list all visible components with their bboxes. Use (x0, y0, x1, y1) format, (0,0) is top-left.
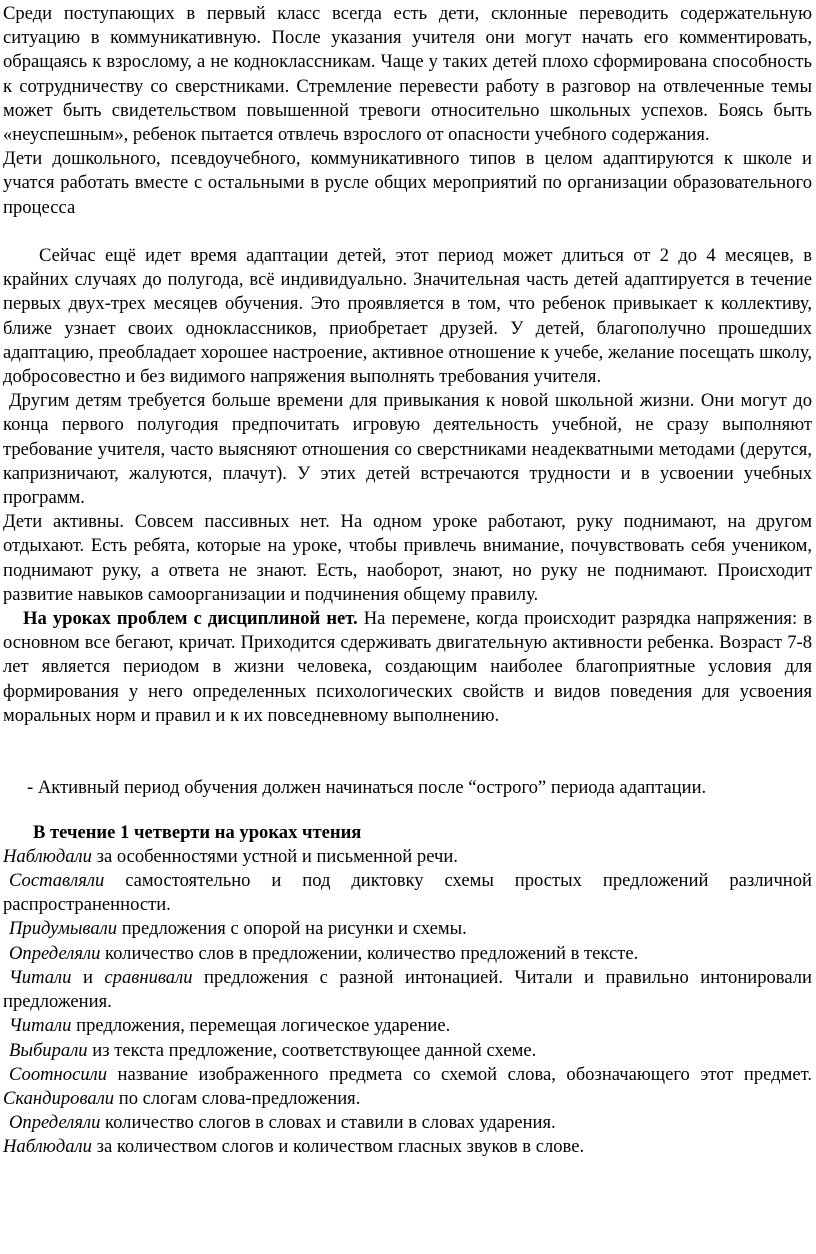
paragraph-communicative-children: Среди поступающих в первый класс всегда есть дети, склонные переводить содержательную ситуацию в коммуникативную. После указания учителя они могут начать его комментировать, обращаясь к взрослому, а не кодноклассникам. Чаще у таких детей плохо сформирована способность к сотрудничеству со сверстниками. Стремление перевести работу в разговор на отвлеченные темы может быть свидетельством повышенной тревоги относительно школьных успехов. Боясь быть «неуспешным», ребенок пытается отвлечь взрослого от опасности учебного содержания. (3, 3, 812, 146)
list-item (3, 1135, 812, 1159)
list-item-text: и (71, 966, 105, 988)
list-item (3, 1063, 812, 1111)
list-item-text: предложения с опорой на рисунки и схемы. (117, 918, 467, 940)
paragraph-active-period: - Активный период обучения должен начинаться после “острого” периода адаптации. (27, 777, 707, 799)
list-item-text: количество слов в предложении, количество предложений в тексте. (100, 942, 639, 964)
list-item (3, 845, 812, 869)
paragraph-adaptation-types: Дети дошкольного, псевдоучебного, коммуникативного типов в целом адаптируются к школе и учатся работать вместе с остальными в русле общих мероприятий по организации образовательного процесса (3, 148, 812, 218)
list-item (3, 917, 812, 941)
list-item-verb: Придумывали (9, 918, 118, 940)
list-item (3, 1014, 812, 1038)
list-item-text: из текста предложение, соответствующее данной схеме. (87, 1039, 537, 1061)
list-item-text: по слогам слова-предложения. (114, 1087, 361, 1109)
list-item-verb: Наблюдали (3, 845, 92, 867)
list-item-text: за особенностями устной и письменной речи. (91, 845, 458, 867)
list-item-verb: Скандировали (3, 1087, 115, 1109)
list-item-verb: сравнивали (104, 966, 193, 988)
list-item-text: предложения, перемещая логическое ударение. (71, 1015, 451, 1037)
list-item-verb: Определяли (9, 942, 101, 964)
list-item-verb: Составляли (9, 870, 105, 892)
list-item-text: самостоятельно и под диктовку схемы простых предложений различной распространенности. (3, 870, 812, 916)
discipline-text: На перемене, когда происходит разрядка напряжения: в основном все бегают, кричат. Приходится сдерживать двигательную активности ребенка. Возраст 7-8 лет является периодом в жизни человека, создающим наиболее благоприятные условия для формирования у него определенных психологических свойств и видов поведения для усвоения моральных норм и правил и к их повседневному выполнению. (3, 608, 812, 726)
paragraph-other-children: Другим детям требуется больше времени для привыкания к новой школьной жизни. Они могут до конца первого полугодия предпочитать игровую деятельность учебной, не сразу выполняют требование учителя, часто выясняют отношения со сверстниками неадекватными методами (дерутся, капризничают, жалуются, плачут). У этих детей встречаются трудности и в усвоении учебных программ. (3, 390, 812, 509)
list-item-verb: Читали (9, 966, 72, 988)
list-item-text: количество слогов в словах и ставили в словах ударения. (100, 1112, 556, 1134)
list-item (3, 942, 812, 966)
list-item (3, 1111, 812, 1135)
list-item-verb: Выбирали (9, 1039, 88, 1061)
list-item-verb: Читали (9, 1015, 72, 1037)
blank-line (3, 801, 812, 821)
list-item (3, 966, 812, 1014)
list-item-text: за количеством слогов и количеством гласных звуков в слове. (91, 1136, 585, 1158)
list-item (3, 869, 812, 917)
list-item-verb: Определяли (9, 1112, 101, 1134)
paragraph-adaptation-period: Сейчас ещё идет время адаптации детей, этот период может длиться от 2 до 4 месяцев, в крайних случаях до полугода, всё индивидуально. Значительная часть детей адаптируется в течение первых двух-трех месяцев обучения. Это проявляется в том, что ребенок привыкает к коллективу, ближе узнает своих одноклассников, приобретает друзей. У детей, благополучно прошедших адаптацию, преобладает хорошее настроение, активное отношение к учебе, желание посещать школу, добросовестно и без видимого напряжения выполнять требования учителя. (3, 245, 812, 388)
list-item-text: предложения с разной интонацией. Читали и правильно интонировали предложения. (3, 966, 812, 1013)
list-item-verb: Соотносили (9, 1063, 108, 1085)
paragraph-discipline (3, 607, 812, 728)
document-page (3, 2, 812, 1160)
paragraph-active-children: Дети активны. Совсем пассивных нет. На одном уроке работают, руку поднимают, на другом отдыхают. Есть ребята, которые на уроке, чтобы привлечь внимание, почувствовать себя учеником, поднимают руку, а ответа не знают. Есть, наоборот, знают, но руку не поднимают. Происходит развитие навыков самоорганизации и подчинения общему правилу. (3, 511, 812, 605)
blank-line (3, 220, 812, 244)
list-item-text: название изображенного предмета со схемой слова, обозначающего этот предмет. (107, 1063, 812, 1085)
blank-line (3, 728, 812, 776)
section-heading: В течение 1 четверти на уроках чтения (33, 821, 362, 843)
discipline-bold-lead: На уроках проблем с дисциплиной нет. (23, 608, 358, 630)
list-item-verb: Наблюдали (3, 1136, 92, 1158)
list-item (3, 1039, 812, 1063)
